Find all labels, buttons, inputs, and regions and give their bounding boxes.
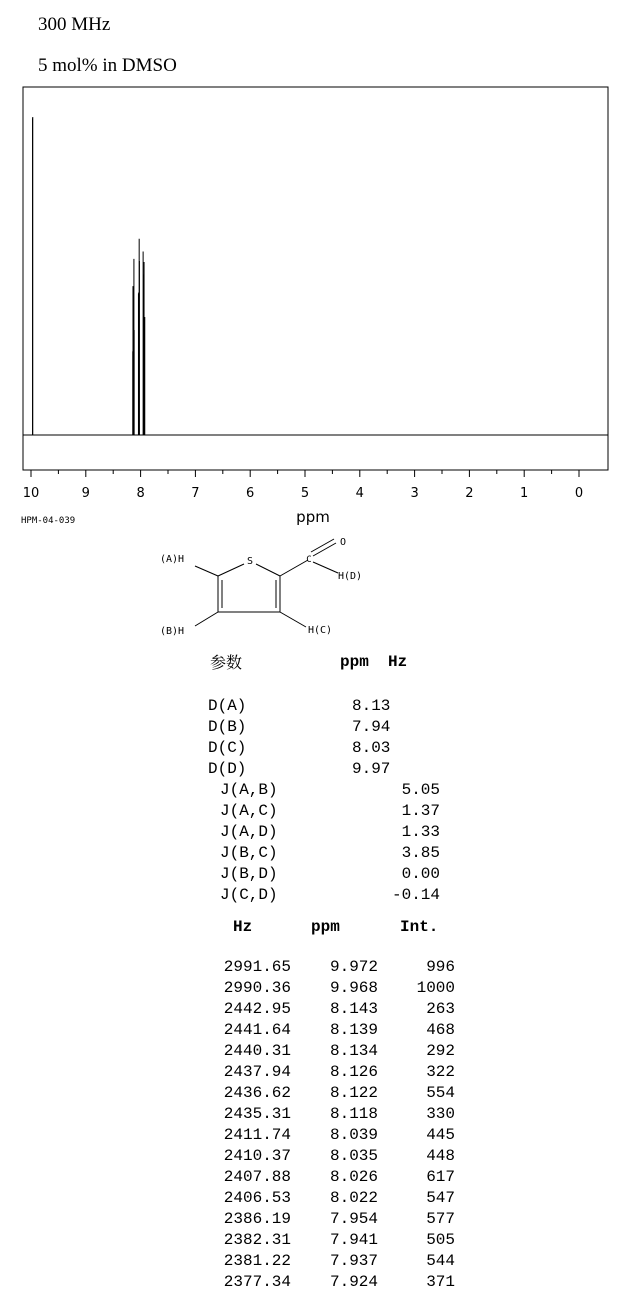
x-tick-label-7: 7: [191, 486, 200, 501]
peak-int: 263: [426, 1000, 455, 1018]
peak-hz: 2381.22: [223, 1252, 291, 1270]
peak-header-hz: Hz: [233, 918, 253, 936]
x-tick-label-1: 1: [520, 486, 529, 501]
label-d: H(D): [338, 571, 363, 582]
x-tick-label-0: 0: [574, 486, 584, 501]
peak-int: 544: [426, 1252, 455, 1270]
peak-int: 292: [426, 1042, 455, 1060]
peak-int: 505: [426, 1231, 455, 1249]
peak-ppm: 8.022: [329, 1189, 378, 1207]
peak-hz: 2441.64: [223, 1021, 291, 1039]
x-axis-label: ppm: [296, 508, 330, 526]
peak-hz: 2410.37: [223, 1147, 291, 1165]
shift-name: D(D): [208, 760, 247, 778]
x-tick-label-10: 10: [22, 486, 40, 501]
x-tick-label-5: 5: [300, 486, 310, 501]
peak-int: 547: [426, 1189, 455, 1207]
peak-int: 554: [426, 1084, 455, 1102]
x-tick-label-9: 9: [81, 486, 90, 501]
peak-hz: 2437.94: [223, 1063, 291, 1081]
peak-ppm: 8.139: [329, 1021, 378, 1039]
x-tick-label-8: 8: [136, 486, 145, 501]
peak-hz: 2382.31: [223, 1231, 291, 1249]
peak-hz: 2435.31: [223, 1105, 291, 1123]
peak-header-ppm: ppm: [311, 918, 340, 936]
label-c: H(C): [308, 625, 333, 636]
peak-ppm: 8.118: [329, 1105, 378, 1123]
coupling-value: 5.05: [401, 781, 440, 799]
coupling-value: 1.37: [401, 802, 440, 820]
peak-hz: 2411.74: [223, 1126, 291, 1144]
shift-name: D(A): [208, 697, 247, 715]
atom-s: S: [246, 556, 254, 567]
coupling-name: J(C,D): [220, 886, 278, 904]
shift-value: 9.97: [352, 760, 391, 778]
sample-code: HPM-04-039: [21, 516, 76, 526]
shift-value: 8.03: [352, 739, 391, 757]
param-header-unit: ppm Hz: [340, 653, 408, 671]
x-tick-label-4: 4: [355, 486, 364, 501]
peak-ppm: 8.122: [329, 1084, 378, 1102]
x-tick-label-2: 2: [465, 486, 474, 501]
spectrometer-frequency: 300 MHz: [38, 14, 111, 35]
peak-hz: 2442.95: [223, 1000, 291, 1018]
thiophene-carbaldehyde-structure: [0, 0, 626, 650]
x-tick-label-6: 6: [246, 486, 255, 501]
peak-int: 445: [426, 1126, 455, 1144]
coupling-value: 1.33: [401, 823, 440, 841]
peak-header-int: Int.: [400, 918, 439, 936]
peak-hz: 2407.88: [223, 1168, 291, 1186]
peak-int: 577: [426, 1210, 455, 1228]
atom-c-aldehyde: C: [306, 555, 312, 565]
peak-ppm: 8.039: [329, 1126, 378, 1144]
peak-int: 468: [426, 1021, 455, 1039]
param-header-label: 参数: [210, 653, 243, 672]
peak-ppm: 8.134: [329, 1042, 378, 1060]
peak-ppm: 8.035: [329, 1147, 378, 1165]
shift-name: D(B): [208, 718, 247, 736]
coupling-name: J(A,B): [220, 781, 278, 799]
peak-hz: 2436.62: [223, 1084, 291, 1102]
peak-int: 330: [426, 1105, 455, 1123]
peak-hz: 2990.36: [223, 979, 291, 997]
peak-ppm: 9.968: [329, 979, 378, 997]
peak-hz: 2406.53: [223, 1189, 291, 1207]
coupling-value: 0.00: [401, 865, 440, 883]
peak-hz: 2377.34: [223, 1273, 291, 1291]
atom-o: O: [339, 537, 347, 548]
label-a: (A)H: [160, 554, 185, 565]
sample-description: 5 mol% in DMSO: [38, 55, 177, 76]
peak-ppm: 8.126: [329, 1063, 378, 1081]
peak-ppm: 8.026: [329, 1168, 378, 1186]
peak-ppm: 9.972: [329, 958, 378, 976]
peak-ppm: 7.924: [329, 1273, 378, 1291]
peak-int: 371: [426, 1273, 455, 1291]
shift-name: D(C): [208, 739, 247, 757]
peak-int: 322: [426, 1063, 455, 1081]
peak-int: 448: [426, 1147, 455, 1165]
peak-ppm: 7.954: [329, 1210, 378, 1228]
coupling-name: J(A,D): [220, 823, 278, 841]
peak-hz: 2991.65: [223, 958, 291, 976]
coupling-name: J(A,C): [220, 802, 278, 820]
peak-ppm: 8.143: [329, 1000, 378, 1018]
coupling-value: -0.14: [391, 886, 440, 904]
peak-ppm: 7.941: [329, 1231, 378, 1249]
x-tick-label-3: 3: [410, 486, 419, 501]
shift-value: 8.13: [352, 697, 391, 715]
peak-hz: 2386.19: [223, 1210, 291, 1228]
peak-int: 1000: [416, 979, 455, 997]
peak-int: 617: [426, 1168, 455, 1186]
peak-hz: 2440.31: [223, 1042, 291, 1060]
shift-value: 7.94: [352, 718, 391, 736]
coupling-name: J(B,C): [220, 844, 278, 862]
peak-ppm: 7.937: [329, 1252, 378, 1270]
coupling-name: J(B,D): [220, 865, 278, 883]
label-b: (B)H: [160, 626, 185, 637]
peak-int: 996: [426, 958, 455, 976]
coupling-value: 3.85: [401, 844, 440, 862]
